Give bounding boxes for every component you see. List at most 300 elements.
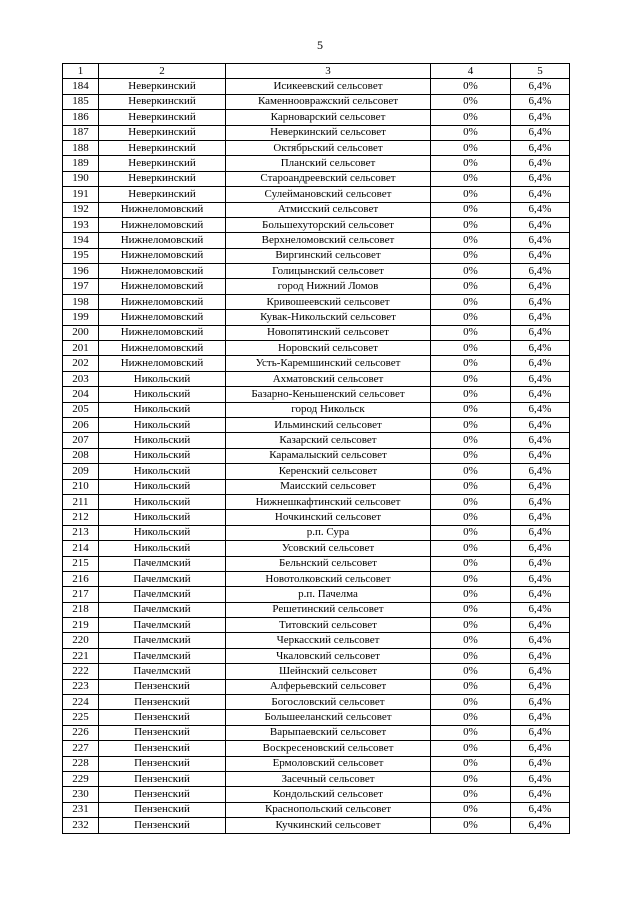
cell-rate-col5: 6,4%	[511, 818, 570, 833]
cell-municipality: Черкасский сельсовет	[226, 633, 431, 648]
table-row	[63, 494, 570, 509]
table-row	[63, 771, 570, 786]
table-row	[63, 140, 570, 155]
cell-rate-col5: 6,4%	[511, 633, 570, 648]
cell-rate-col4: 0%	[431, 417, 511, 432]
cell-district: Пачелмский	[99, 618, 226, 633]
cell-rate-col5: 6,4%	[511, 771, 570, 786]
table-row	[63, 387, 570, 402]
cell-row-number: 211	[63, 494, 99, 509]
cell-municipality: Богословский сельсовет	[226, 695, 431, 710]
table-row	[63, 217, 570, 232]
table-row	[63, 433, 570, 448]
cell-rate-col4: 0%	[431, 233, 511, 248]
cell-rate-col4: 0%	[431, 787, 511, 802]
cell-district: Пачелмский	[99, 556, 226, 571]
cell-row-number: 229	[63, 771, 99, 786]
cell-row-number: 196	[63, 264, 99, 279]
cell-district: Нижнеломовский	[99, 325, 226, 340]
table-row	[63, 233, 570, 248]
cell-district: Нижнеломовский	[99, 341, 226, 356]
cell-row-number: 227	[63, 741, 99, 756]
cell-municipality: Кувак-Никольский сельсовет	[226, 310, 431, 325]
cell-rate-col4: 0%	[431, 140, 511, 155]
cell-district: Нижнеломовский	[99, 279, 226, 294]
cell-rate-col5: 6,4%	[511, 402, 570, 417]
cell-rate-col4: 0%	[431, 310, 511, 325]
cell-district: Никольский	[99, 479, 226, 494]
table-row	[63, 587, 570, 602]
cell-rate-col4: 0%	[431, 587, 511, 602]
table-header-row	[63, 64, 570, 79]
cell-row-number: 209	[63, 464, 99, 479]
table-row	[63, 79, 570, 94]
cell-municipality: Бельнский сельсовет	[226, 556, 431, 571]
cell-row-number: 225	[63, 710, 99, 725]
cell-district: Пензенский	[99, 679, 226, 694]
cell-row-number: 199	[63, 310, 99, 325]
cell-rate-col4: 0%	[431, 448, 511, 463]
cell-district: Никольский	[99, 541, 226, 556]
cell-municipality: Засечный сельсовет	[226, 771, 431, 786]
table-row	[63, 618, 570, 633]
table-row	[63, 725, 570, 740]
table-row	[63, 756, 570, 771]
cell-municipality: Сулеймановский сельсовет	[226, 187, 431, 202]
cell-district: Пензенский	[99, 818, 226, 833]
table-row	[63, 325, 570, 340]
cell-rate-col5: 6,4%	[511, 187, 570, 202]
cell-row-number: 204	[63, 387, 99, 402]
cell-row-number: 186	[63, 110, 99, 125]
cell-rate-col4: 0%	[431, 264, 511, 279]
cell-row-number: 224	[63, 695, 99, 710]
cell-row-number: 192	[63, 202, 99, 217]
cell-row-number: 214	[63, 541, 99, 556]
cell-district: Нижнеломовский	[99, 264, 226, 279]
cell-row-number: 212	[63, 510, 99, 525]
cell-municipality: Староандреевский сельсовет	[226, 171, 431, 186]
cell-district: Неверкинский	[99, 171, 226, 186]
cell-rate-col5: 6,4%	[511, 356, 570, 371]
cell-municipality: Усовский сельсовет	[226, 541, 431, 556]
cell-rate-col4: 0%	[431, 510, 511, 525]
cell-rate-col4: 0%	[431, 541, 511, 556]
cell-rate-col5: 6,4%	[511, 417, 570, 432]
cell-rate-col5: 6,4%	[511, 510, 570, 525]
cell-district: Пачелмский	[99, 664, 226, 679]
cell-municipality: Маисский сельсовет	[226, 479, 431, 494]
cell-row-number: 228	[63, 756, 99, 771]
cell-rate-col4: 0%	[431, 171, 511, 186]
cell-district: Пензенский	[99, 710, 226, 725]
cell-district: Неверкинский	[99, 156, 226, 171]
cell-rate-col5: 6,4%	[511, 618, 570, 633]
cell-rate-col4: 0%	[431, 756, 511, 771]
table-row	[63, 571, 570, 586]
cell-district: Нижнеломовский	[99, 294, 226, 309]
cell-rate-col5: 6,4%	[511, 202, 570, 217]
cell-rate-col5: 6,4%	[511, 664, 570, 679]
cell-rate-col4: 0%	[431, 618, 511, 633]
cell-rate-col4: 0%	[431, 664, 511, 679]
table-row	[63, 279, 570, 294]
cell-row-number: 190	[63, 171, 99, 186]
table-row	[63, 110, 570, 125]
cell-rate-col4: 0%	[431, 633, 511, 648]
cell-municipality: Исикеевский сельсовет	[226, 79, 431, 94]
cell-district: Никольский	[99, 510, 226, 525]
cell-rate-col5: 6,4%	[511, 710, 570, 725]
table-row	[63, 417, 570, 432]
cell-rate-col5: 6,4%	[511, 741, 570, 756]
cell-district: Никольский	[99, 525, 226, 540]
cell-district: Неверкинский	[99, 187, 226, 202]
cell-district: Пачелмский	[99, 587, 226, 602]
cell-rate-col5: 6,4%	[511, 802, 570, 817]
cell-rate-col4: 0%	[431, 525, 511, 540]
cell-rate-col5: 6,4%	[511, 279, 570, 294]
cell-municipality: Новопятинский сельсовет	[226, 325, 431, 340]
cell-rate-col5: 6,4%	[511, 556, 570, 571]
cell-rate-col4: 0%	[431, 156, 511, 171]
cell-municipality: Ахматовский сельсовет	[226, 371, 431, 386]
cell-rate-col5: 6,4%	[511, 294, 570, 309]
cell-municipality: Новотолковский сельсовет	[226, 571, 431, 586]
cell-rate-col5: 6,4%	[511, 525, 570, 540]
cell-rate-col5: 6,4%	[511, 371, 570, 386]
cell-row-number: 203	[63, 371, 99, 386]
column-header-number: 1	[63, 64, 99, 79]
cell-rate-col4: 0%	[431, 695, 511, 710]
table-row	[63, 402, 570, 417]
cell-rate-col5: 6,4%	[511, 433, 570, 448]
cell-municipality: Большехуторский сельсовет	[226, 217, 431, 232]
cell-rate-col5: 6,4%	[511, 571, 570, 586]
cell-row-number: 230	[63, 787, 99, 802]
table-row	[63, 310, 570, 325]
table-row	[63, 125, 570, 140]
cell-row-number: 206	[63, 417, 99, 432]
table-row	[63, 525, 570, 540]
cell-municipality: Нижнешкафтинский сельсовет	[226, 494, 431, 509]
cell-municipality: Казарский сельсовет	[226, 433, 431, 448]
cell-row-number: 184	[63, 79, 99, 94]
cell-rate-col5: 6,4%	[511, 387, 570, 402]
cell-district: Нижнеломовский	[99, 248, 226, 263]
cell-rate-col4: 0%	[431, 602, 511, 617]
cell-municipality: Виргинский сельсовет	[226, 248, 431, 263]
cell-municipality: Краснопольский сельсовет	[226, 802, 431, 817]
cell-municipality: Решетинский сельсовет	[226, 602, 431, 617]
cell-row-number: 219	[63, 618, 99, 633]
page-number: 5	[317, 38, 323, 52]
cell-district: Никольский	[99, 494, 226, 509]
cell-rate-col5: 6,4%	[511, 171, 570, 186]
cell-municipality: Титовский сельсовет	[226, 618, 431, 633]
cell-rate-col5: 6,4%	[511, 448, 570, 463]
cell-district: Пензенский	[99, 802, 226, 817]
cell-municipality: Октябрьский сельсовет	[226, 140, 431, 155]
table-row	[63, 341, 570, 356]
table-row	[63, 464, 570, 479]
cell-district: Пензенский	[99, 695, 226, 710]
cell-district: Никольский	[99, 464, 226, 479]
cell-rate-col5: 6,4%	[511, 217, 570, 232]
cell-rate-col4: 0%	[431, 741, 511, 756]
table-row	[63, 356, 570, 371]
cell-rate-col4: 0%	[431, 464, 511, 479]
cell-municipality: Воскресеновский сельсовет	[226, 741, 431, 756]
table-row	[63, 556, 570, 571]
column-header-col5: 5	[511, 64, 570, 79]
cell-rate-col4: 0%	[431, 556, 511, 571]
cell-rate-col5: 6,4%	[511, 479, 570, 494]
table-row	[63, 448, 570, 463]
cell-district: Пензенский	[99, 787, 226, 802]
cell-rate-col4: 0%	[431, 341, 511, 356]
cell-rate-col4: 0%	[431, 110, 511, 125]
cell-municipality: Базарно-Кеньшенский сельсовет	[226, 387, 431, 402]
cell-row-number: 213	[63, 525, 99, 540]
cell-rate-col4: 0%	[431, 648, 511, 663]
cell-municipality: Алферьевский сельсовет	[226, 679, 431, 694]
cell-row-number: 194	[63, 233, 99, 248]
table-row	[63, 679, 570, 694]
cell-rate-col5: 6,4%	[511, 602, 570, 617]
cell-row-number: 226	[63, 725, 99, 740]
cell-row-number: 205	[63, 402, 99, 417]
cell-rate-col4: 0%	[431, 387, 511, 402]
table-row	[63, 802, 570, 817]
cell-rate-col5: 6,4%	[511, 110, 570, 125]
column-header-col4: 4	[431, 64, 511, 79]
cell-rate-col4: 0%	[431, 771, 511, 786]
cell-rate-col4: 0%	[431, 402, 511, 417]
cell-rate-col4: 0%	[431, 802, 511, 817]
cell-municipality: Варыпаевский сельсовет	[226, 725, 431, 740]
table-row	[63, 171, 570, 186]
cell-rate-col4: 0%	[431, 571, 511, 586]
cell-rate-col5: 6,4%	[511, 587, 570, 602]
table-row	[63, 695, 570, 710]
table-row	[63, 710, 570, 725]
cell-municipality: город Никольск	[226, 402, 431, 417]
cell-rate-col5: 6,4%	[511, 233, 570, 248]
cell-district: Нижнеломовский	[99, 233, 226, 248]
table-row	[63, 664, 570, 679]
cell-rate-col4: 0%	[431, 356, 511, 371]
cell-rate-col5: 6,4%	[511, 695, 570, 710]
table-row	[63, 187, 570, 202]
cell-rate-col5: 6,4%	[511, 341, 570, 356]
cell-row-number: 232	[63, 818, 99, 833]
cell-rate-col4: 0%	[431, 679, 511, 694]
cell-district: Неверкинский	[99, 125, 226, 140]
cell-rate-col4: 0%	[431, 279, 511, 294]
cell-rate-col4: 0%	[431, 94, 511, 109]
cell-municipality: Большееланский сельсовет	[226, 710, 431, 725]
cell-municipality: Усть-Каремшинский сельсовет	[226, 356, 431, 371]
cell-municipality: Норовский сельсовет	[226, 341, 431, 356]
cell-municipality: Планский сельсовет	[226, 156, 431, 171]
cell-rate-col4: 0%	[431, 494, 511, 509]
cell-rate-col4: 0%	[431, 248, 511, 263]
cell-rate-col5: 6,4%	[511, 725, 570, 740]
cell-district: Неверкинский	[99, 110, 226, 125]
cell-municipality: Карноварский сельсовет	[226, 110, 431, 125]
cell-district: Пачелмский	[99, 648, 226, 663]
cell-district: Нижнеломовский	[99, 202, 226, 217]
cell-district: Нижнеломовский	[99, 217, 226, 232]
cell-row-number: 210	[63, 479, 99, 494]
cell-district: Пензенский	[99, 771, 226, 786]
cell-rate-col4: 0%	[431, 371, 511, 386]
cell-row-number: 193	[63, 217, 99, 232]
table-row	[63, 648, 570, 663]
table-row	[63, 264, 570, 279]
cell-rate-col5: 6,4%	[511, 310, 570, 325]
table-row	[63, 541, 570, 556]
cell-row-number: 223	[63, 679, 99, 694]
cell-municipality: Кривошеевский сельсовет	[226, 294, 431, 309]
table-row	[63, 818, 570, 833]
cell-row-number: 208	[63, 448, 99, 463]
cell-municipality: Шейнский сельсовет	[226, 664, 431, 679]
cell-district: Никольский	[99, 402, 226, 417]
cell-district: Никольский	[99, 417, 226, 432]
cell-municipality: город Нижний Ломов	[226, 279, 431, 294]
cell-district: Никольский	[99, 448, 226, 463]
cell-district: Неверкинский	[99, 94, 226, 109]
cell-rate-col5: 6,4%	[511, 756, 570, 771]
cell-municipality: Кучкинский сельсовет	[226, 818, 431, 833]
table-row	[63, 479, 570, 494]
cell-rate-col4: 0%	[431, 79, 511, 94]
cell-row-number: 201	[63, 341, 99, 356]
cell-row-number: 189	[63, 156, 99, 171]
cell-municipality: р.п. Сура	[226, 525, 431, 540]
cell-district: Пачелмский	[99, 633, 226, 648]
cell-district: Пензенский	[99, 725, 226, 740]
cell-rate-col4: 0%	[431, 187, 511, 202]
cell-municipality: Ночкинский сельсовет	[226, 510, 431, 525]
column-header-district: 2	[99, 64, 226, 79]
cell-row-number: 187	[63, 125, 99, 140]
cell-rate-col4: 0%	[431, 325, 511, 340]
cell-district: Никольский	[99, 433, 226, 448]
table-row	[63, 248, 570, 263]
cell-district: Пачелмский	[99, 571, 226, 586]
cell-district: Неверкинский	[99, 79, 226, 94]
cell-row-number: 222	[63, 664, 99, 679]
cell-row-number: 231	[63, 802, 99, 817]
cell-district: Нижнеломовский	[99, 356, 226, 371]
cell-row-number: 216	[63, 571, 99, 586]
table-row	[63, 294, 570, 309]
cell-rate-col5: 6,4%	[511, 679, 570, 694]
cell-municipality: Атмисский сельсовет	[226, 202, 431, 217]
cell-municipality: Верхнеломовский сельсовет	[226, 233, 431, 248]
cell-row-number: 198	[63, 294, 99, 309]
cell-municipality: р.п. Пачелма	[226, 587, 431, 602]
cell-rate-col5: 6,4%	[511, 787, 570, 802]
cell-municipality: Керенский сельсовет	[226, 464, 431, 479]
table-body	[63, 79, 570, 833]
cell-municipality: Ильминский сельсовет	[226, 417, 431, 432]
cell-municipality: Каменноовражский сельсовет	[226, 94, 431, 109]
table-row	[63, 633, 570, 648]
cell-rate-col4: 0%	[431, 294, 511, 309]
cell-rate-col5: 6,4%	[511, 156, 570, 171]
cell-row-number: 218	[63, 602, 99, 617]
cell-row-number: 202	[63, 356, 99, 371]
cell-rate-col4: 0%	[431, 433, 511, 448]
table-row	[63, 602, 570, 617]
column-header-municipality: 3	[226, 64, 431, 79]
cell-rate-col5: 6,4%	[511, 264, 570, 279]
cell-rate-col5: 6,4%	[511, 325, 570, 340]
cell-row-number: 215	[63, 556, 99, 571]
cell-row-number: 191	[63, 187, 99, 202]
table-row	[63, 202, 570, 217]
cell-rate-col4: 0%	[431, 818, 511, 833]
table-row	[63, 741, 570, 756]
cell-rate-col5: 6,4%	[511, 648, 570, 663]
cell-district: Неверкинский	[99, 140, 226, 155]
cell-rate-col5: 6,4%	[511, 494, 570, 509]
cell-rate-col4: 0%	[431, 217, 511, 232]
table-row	[63, 510, 570, 525]
cell-district: Нижнеломовский	[99, 310, 226, 325]
cell-rate-col5: 6,4%	[511, 248, 570, 263]
cell-municipality: Чкаловский сельсовет	[226, 648, 431, 663]
cell-row-number: 200	[63, 325, 99, 340]
data-table	[62, 63, 570, 834]
cell-row-number: 185	[63, 94, 99, 109]
cell-municipality: Ермоловский сельсовет	[226, 756, 431, 771]
cell-row-number: 217	[63, 587, 99, 602]
cell-row-number: 188	[63, 140, 99, 155]
cell-row-number: 221	[63, 648, 99, 663]
cell-district: Пензенский	[99, 741, 226, 756]
cell-rate-col4: 0%	[431, 125, 511, 140]
cell-rate-col5: 6,4%	[511, 79, 570, 94]
cell-rate-col4: 0%	[431, 479, 511, 494]
cell-district: Пензенский	[99, 756, 226, 771]
cell-municipality: Голицынский сельсовет	[226, 264, 431, 279]
cell-rate-col5: 6,4%	[511, 541, 570, 556]
cell-row-number: 220	[63, 633, 99, 648]
table-row	[63, 94, 570, 109]
cell-district: Никольский	[99, 371, 226, 386]
cell-municipality: Карамалыский сельсовет	[226, 448, 431, 463]
cell-rate-col4: 0%	[431, 725, 511, 740]
cell-rate-col5: 6,4%	[511, 140, 570, 155]
table-row	[63, 156, 570, 171]
cell-district: Пачелмский	[99, 602, 226, 617]
cell-municipality: Неверкинский сельсовет	[226, 125, 431, 140]
cell-row-number: 197	[63, 279, 99, 294]
table-row	[63, 787, 570, 802]
cell-row-number: 207	[63, 433, 99, 448]
cell-district: Никольский	[99, 387, 226, 402]
cell-rate-col4: 0%	[431, 710, 511, 725]
table-row	[63, 371, 570, 386]
cell-rate-col5: 6,4%	[511, 125, 570, 140]
cell-row-number: 195	[63, 248, 99, 263]
cell-rate-col5: 6,4%	[511, 464, 570, 479]
